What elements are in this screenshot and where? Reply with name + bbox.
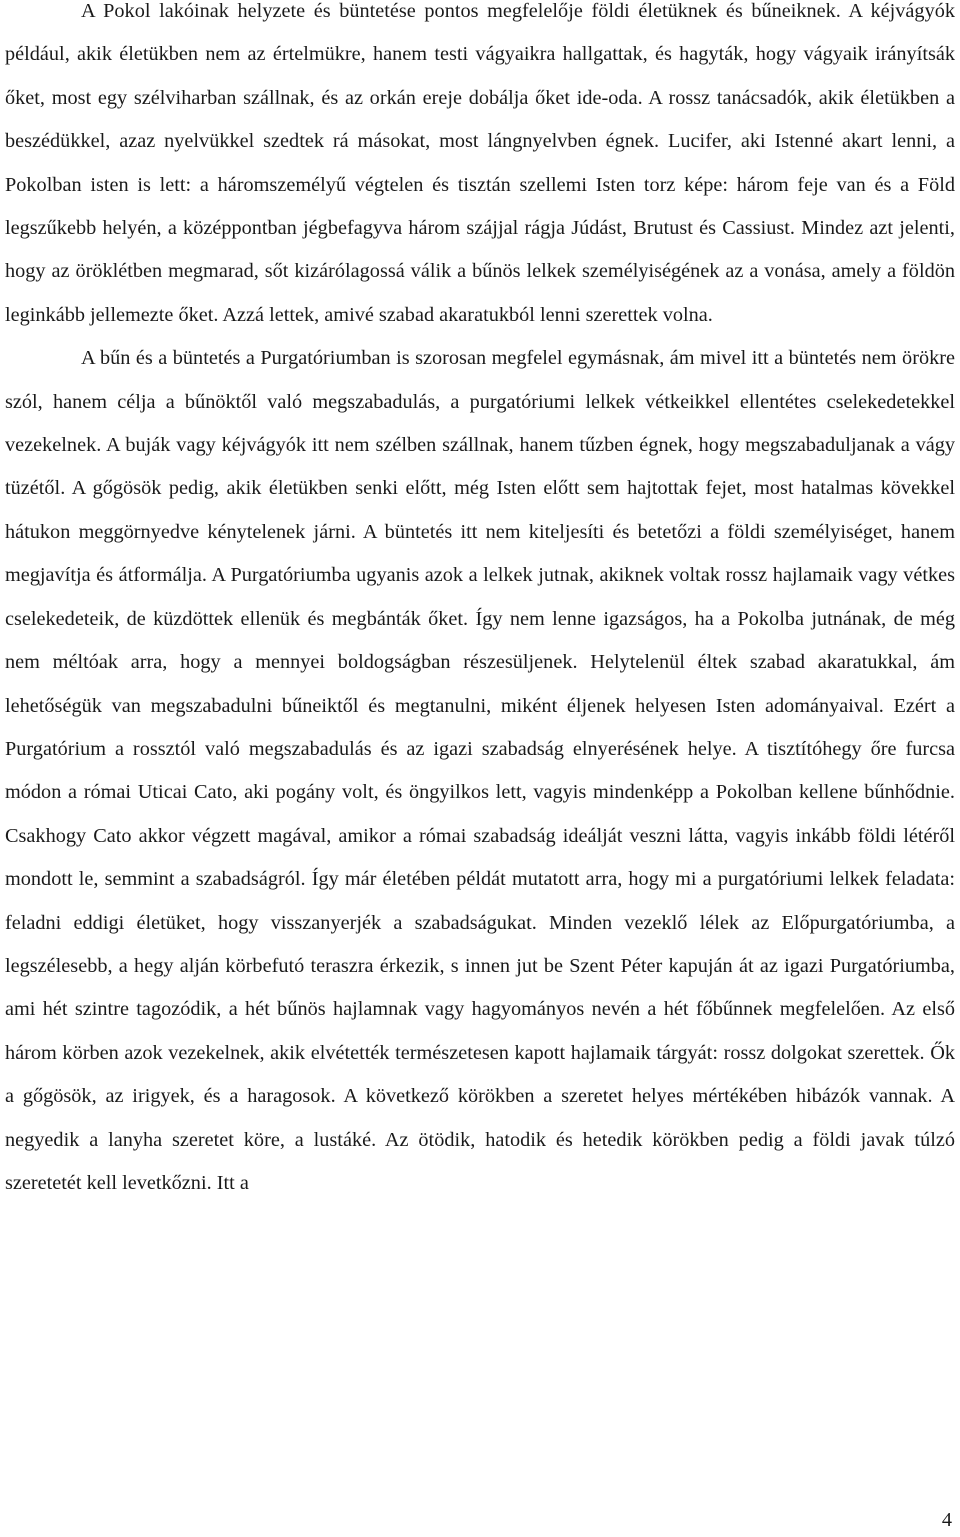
- paragraph-purgatory: A bűn és a büntetés a Purgatóriumban is szorosan megfelel egymásnak, ám mivel itt a büntetés nem örökre szól, hanem célja a bűnöktől való megszabadulás, a purgatóriumi lelkek vétkeikkel ellentétes cselekedetekkel vezekelnek. A buják vagy kéjvágyók itt nem szélben szállnak, hanem tűzben égnek, hogy megszabaduljanak a vágy tüzétől. A gőgösök pedig, akik életükben senki előtt, még Isten előtt sem hajtottak fejet, most hatalmas kövekkel hátukon meggörnyedve kénytelenek járni. A büntetés itt nem kiteljesíti és betetőzi a földi személyiséget, hanem megjavítja és átformálja. A Purgatóriumba ugyanis azok a lelkek jutnak, akiknek voltak rossz hajlamaik vagy vétkes cselekedeteik, de küzdöttek ellenük és megbánták őket. Így nem lenne igazságos, ha a Pokolba jutnának, de még nem méltóak arra, hogy a mennyei boldogságban részesüljenek. Helytelenül éltek szabad akaratukkal, ám lehetőségük van megszabadulni bűneiktől és megtanulni, miként éljenek helyesen Isten adományaival. Ezért a Purgatórium a rossztól való megszabadulás és az igazi szabadság elnyerésének helye. A tisztítóhegy őre furcsa módon a római Uticai Cato, aki pogány volt, és öngyilkos lett, vagyis mindenképp a Pokolban kellene bűnhődnie. Csakhogy Cato akkor végzett magával, amikor a római szabadság ideálját veszni látta, vagyis inkább földi létéről mondott le, semmint a szabadságról. Így már életében példát mutatott arra, hogy mi a purgatóriumi lelkek feladata: feladni eddigi életüket, hogy visszanyerjék a szabadságukat. Minden vezeklő lélek az Előpurgatóriumba, a legszélesebb, a hegy alján körbefutó teraszra érkezik, s innen jut be Szent Péter kapuján át az igazi Purgatóriumba, ami hét szintre tagozódik, a hét bűnös hajlamnak vagy hagyományos nevén a hét főbűnnek megfelelően. Az első három körben azok vezekelnek, akik elvétették természetesen kapott hajlamaik tárgyát: rossz dolgokat szerettek. Ők a gőgösök, az irigyek, és a haragosok. A következő körökben a szeretet helyes mértékében hibázók vannak. A negyedik a lanyha szeretet köre, a lustáké. Az ötödik, hatodik és hetedik körökben pedig a földi javak túlzó szeretetét kell levetkőzni. Itt a: [5, 347, 955, 1194]
- document-page: [5, 0, 955, 1205]
- page-number: 4: [941, 1509, 952, 1531]
- paragraph-hell: A Pokol lakóinak helyzete és büntetése pontos megfelelője földi életüknek és bűneiknek. A kéjvágyók például, akik életükben nem az értelmükre, hanem testi vágyaikra hallgattak, és hagyták, hogy vágyaik irányítsák őket, most egy szélviharban szállnak, és az orkán ereje dobálja őket ide-oda. A rossz tanácsadók, akik életükben a beszédükkel, azaz nyelvükkel szedtek rá másokat, most lángnyelvben égnek. Lucifer, aki Istenné akart lenni, a Pokolban isten is lett: a háromszemélyű végtelen és tisztán szellemi Isten torz képe: három feje van és a Föld legszűkebb helyén, a középpontban jégbefagyva három szájjal rágja Júdást, Brutust és Cassiust. Mindez azt jelenti, hogy az öröklétben megmarad, sőt kizárólagossá válik a bűnös lelkek személyiségének az a vonása, amely a földön leginkább jellemezte őket. Azzá lettek, amivé szabad akaratukból lenni szerettek volna.: [5, 0, 955, 326]
